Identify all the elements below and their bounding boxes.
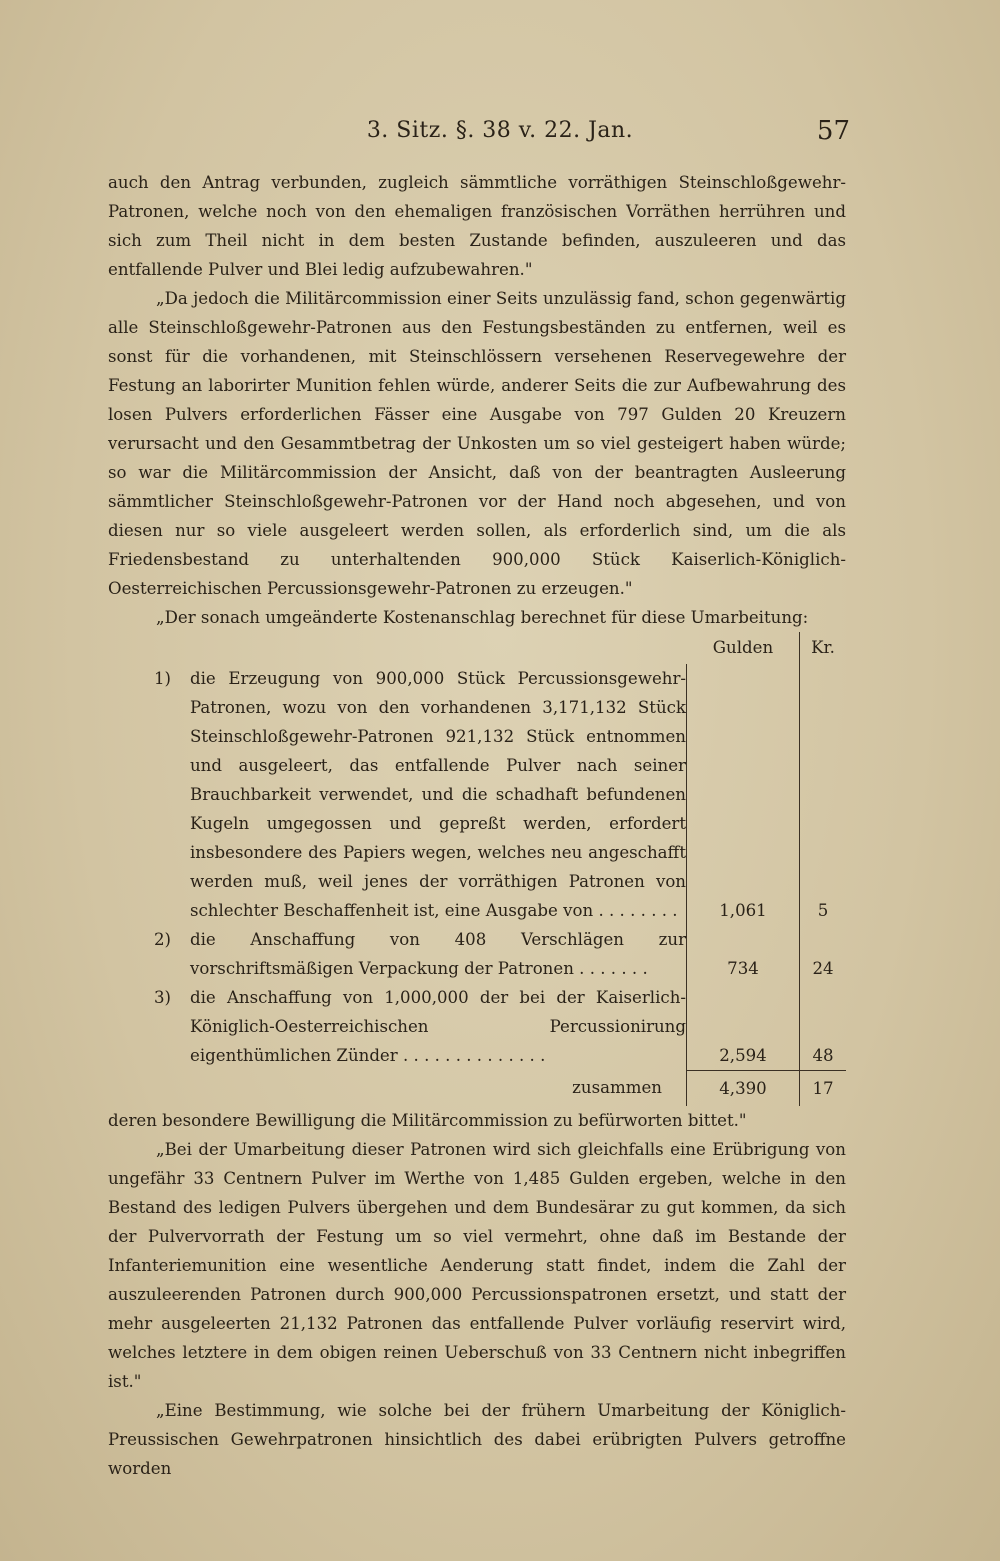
table-row (154, 925, 846, 983)
item-text: die Anschaffung von 408 Verschlägen zur vorschriftsmäßigen Verpackung der Patronen . . . . . . . (190, 930, 686, 978)
item-number: 2) (154, 930, 172, 949)
paragraph-3: „Der sonach umgeänderte Kostenanschlag berechnet für diese Umarbeitung: (156, 608, 809, 627)
sum-kreuzer: 17 (800, 1070, 846, 1106)
paragraph-4: deren besondere Bewilligung die Militärcommission zu befürworten bittet." (108, 1111, 747, 1130)
item-kreuzer: 5 (817, 901, 829, 920)
item-number: 1) (154, 669, 172, 688)
item-kreuzer: 24 (812, 959, 834, 978)
item-kreuzer: 48 (812, 1046, 834, 1065)
item-number: 3) (154, 988, 172, 1007)
paragraph-5: „Bei der Umarbeitung dieser Patronen wird sich gleichfalls eine Erübrigung von ungefähr 33 Centnern Pulver im Werthe von 1,485 Gulden ergeben, welche in den Bestand des ledigen Pulvers übergehen und dem Bundesärar zu gut kommen, da sich der Pulvervorrath der Festung um so viel vermehrt, ohne daß im Bestande der Infanteriemunition eine wesentliche Aenderung statt findet, indem die Zahl der auszuleerenden Patronen durch 900,000 Percussionspatronen ersetzt, und statt der mehr ausgeleerten 21,132 Patronen das entfallende Pulver vorläufig reservirt wird, welches letztere in dem obigen reinen Ueberschuß von 33 Centnern nicht inbegriffen ist." (108, 1140, 846, 1391)
item-gulden: 2,594 (719, 1046, 767, 1065)
column-kreuzer: Kr. (811, 638, 835, 657)
item-text: die Erzeugung von 900,000 Stück Percussionsgewehr-Patronen, wozu von den vorhandenen 3,171,132 Stück Steinschloßgewehr-Patronen 921,132 Stück entnommen und ausgeleert, das entfallende Pulver nach seiner Brauchbarkeit verwendet, und die schadhaft befundenen Kugeln umgegossen und gepreßt werden, erfordert insbesondere des Papiers wegen, welches neu angeschafft werden muß, weil jenes der vorräthigen Patronen von schlechter Beschaffenheit ist, eine Ausgabe von . . . . . . . . (190, 669, 686, 920)
item-text: die Anschaffung von 1,000,000 der bei der Kaiserlich-Königlich-Oesterreichischen Percussionirung eigenthümlichen Zünder . . . . . . . . . . . . . . (190, 988, 686, 1065)
paragraph-6: „Eine Bestimmung, wie solche bei der frühern Umarbeitung der Königlich-Preussischen Gewehrpatronen hinsichtlich des dabei erübrigten Pulvers getroffne worden (108, 1401, 846, 1478)
page-number: 57 (816, 116, 850, 146)
running-title: 3. Sitz. §. 38 v. 22. Jan. (366, 118, 634, 143)
page-body (108, 168, 846, 1483)
table-row (154, 664, 846, 925)
paragraph-2: „Da jedoch die Militärcommission einer Seits unzulässig fand, schon gegenwärtig alle Steinschloßgewehr-Patronen aus den Festungsbeständen zu entfernen, weil es sonst für die vorhandenen, mit Steinschlössern versehenen Reservegewehre der Festung an laborirter Munition fehlen würde, anderer Seits die zur Aufbewahrung des losen Pulvers erforderlichen Fässer eine Ausgabe von 797 Gulden 20 Kreuzern verursacht und den Gesammtbetrag der Unkosten um so viel gesteigert haben würde; so war die Militärcommission der Ansicht, daß von der beantragten Ausleerung sämmtlicher Steinschloßgewehr-Patronen vor der Hand noch abgesehen, und von diesen nur so viele ausgeleert werden sollen, als erforderlich sind, um die als Friedensbestand zu unterhaltenden 900,000 Stück Kaiserlich-Königlich-Oesterreichischen Percussionsgewehr-Patronen zu erzeugen." (108, 289, 846, 598)
paragraph-1: auch den Antrag verbunden, zugleich sämmtliche vorräthigen Steinschloßgewehr-Patronen, welche noch von den ehemaligen französischen Vorräthen herrühren und sich zum Theil nicht in dem besten Zustande befinden, auszuleeren und das entfallende Pulver und Blei ledig aufzubewahren." (108, 173, 846, 279)
table-header (154, 632, 846, 664)
sum-gulden: 4,390 (686, 1070, 800, 1106)
table-row (154, 983, 846, 1070)
table-sum-row (154, 1070, 846, 1106)
page-header (0, 118, 1000, 154)
sum-label: zusammen (572, 1078, 662, 1097)
item-gulden: 1,061 (719, 901, 767, 920)
item-gulden: 734 (727, 959, 759, 978)
cost-table (154, 632, 846, 1106)
column-gulden: Gulden (687, 632, 800, 664)
